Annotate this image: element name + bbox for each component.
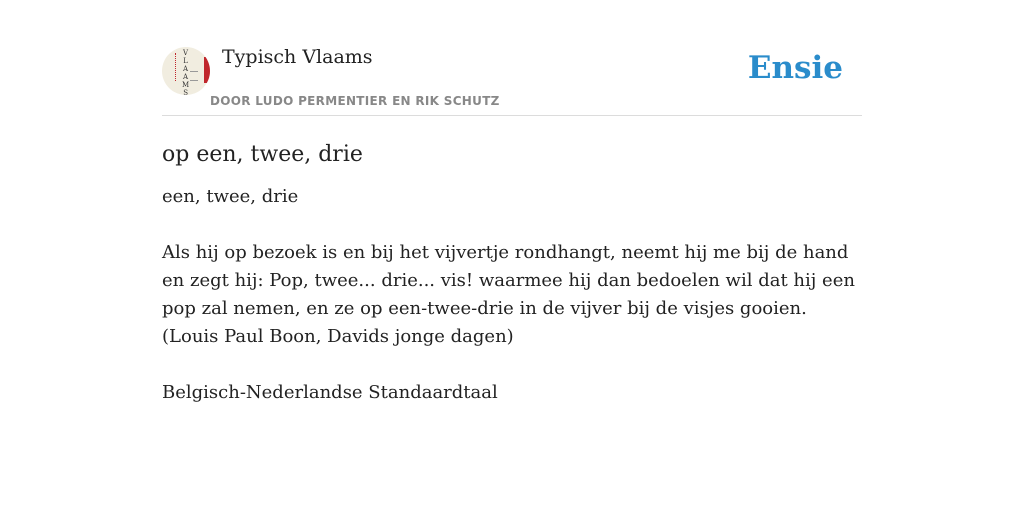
byline: DOOR LUDO PERMENTIER EN RIK SCHUTZ (210, 94, 500, 108)
register-label: Belgisch-Nederlandse Standaardtaal (162, 382, 498, 403)
cover-red-strip (204, 57, 210, 83)
cover-letters: V L A A M S (182, 49, 190, 95)
header (162, 40, 862, 116)
entry-body (162, 183, 862, 407)
example-quote: Als hij op bezoek is en bij het vijvertje rondhangt, neemt hij me bij de hand en zegt hij: Pop, twee... drie... vis! waarmee hij dan bedoelen wil dat hij een pop zal nemen, en ze op een-twee-drie in de vijver bij de visjes gooien. (162, 242, 855, 319)
site-title[interactable]: Typisch Vlaams (222, 46, 373, 68)
example-source: (Louis Paul Boon, Davids jonge dagen) (162, 326, 514, 347)
term-title: op een, twee, drie (162, 142, 363, 167)
cover-dots (175, 53, 178, 81)
brand-logo[interactable]: Ensie (747, 50, 843, 86)
definition: een, twee, drie (162, 186, 299, 207)
cover-lines (190, 71, 198, 81)
entry-card (162, 40, 862, 407)
book-cover-icon[interactable] (162, 47, 210, 95)
